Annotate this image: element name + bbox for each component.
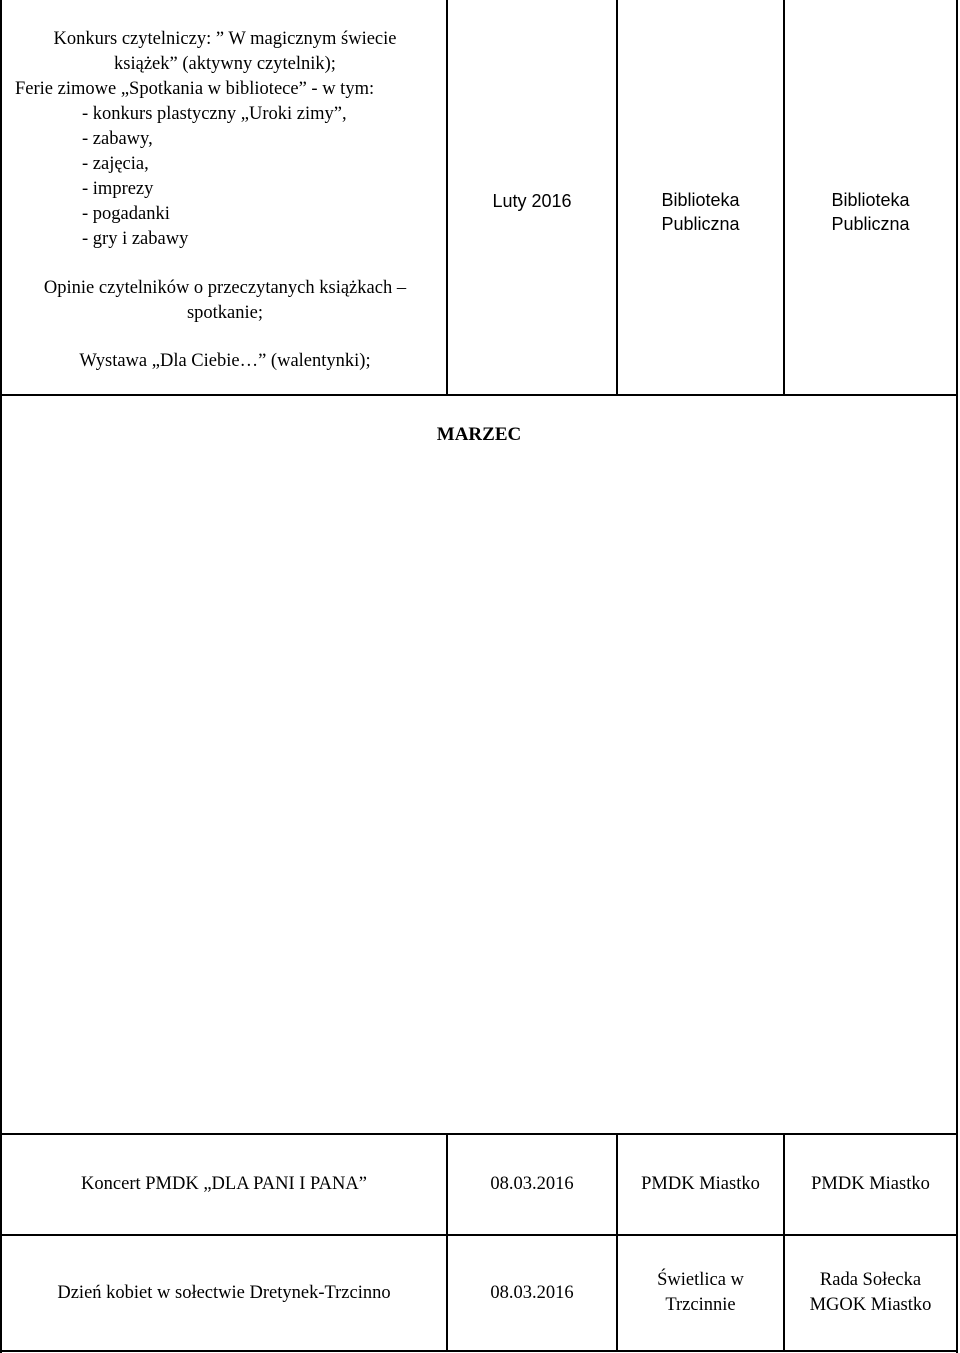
event-organizer <box>785 1135 956 1234</box>
place-line: Biblioteka <box>661 190 740 210</box>
date-text: 08.03.2016 <box>490 1174 574 1194</box>
event-place <box>618 1135 783 1234</box>
event-line: Ferie zimowe „Spotkania w bibliotece” - w tym: <box>15 79 375 99</box>
event-date <box>448 1236 616 1350</box>
event-line: - pogadanki <box>82 204 170 224</box>
organizer-line: MGOK Miastko <box>809 1295 932 1315</box>
organizer-text: PMDK Miastko <box>811 1174 930 1194</box>
event-line: Konkurs czytelniczy: ” W magicznym świecie <box>53 29 397 49</box>
event-text: Koncert PMDK „DLA PANI I PANA” <box>81 1174 367 1194</box>
event-line: Opinie czytelników o przeczytanych książkach – <box>43 278 407 298</box>
event-date <box>448 189 616 213</box>
place-line: Publiczna <box>661 214 740 234</box>
event-line: - zabawy, <box>82 129 153 149</box>
event-organizer <box>785 188 956 236</box>
month-header: MARZEC <box>436 424 522 445</box>
event-line: Wystawa „Dla Ciebie…” (walentynki); <box>79 351 371 371</box>
event-organizer <box>785 1236 956 1350</box>
grid-line <box>0 1350 958 1352</box>
event-place <box>618 188 783 236</box>
grid-line <box>0 394 958 396</box>
event-line: - gry i zabawy <box>82 229 189 249</box>
date-text: 08.03.2016 <box>490 1282 574 1303</box>
event-description-womens-day <box>2 1236 446 1350</box>
event-line: - imprezy <box>82 179 154 199</box>
event-line: książek” (aktywny czytelnik); <box>114 54 336 74</box>
event-text: Dzień kobiet w sołectwie Dretynek-Trzcinno <box>57 1282 391 1303</box>
event-place <box>618 1236 783 1350</box>
event-line: spotkanie; <box>186 303 264 323</box>
grid-line <box>956 0 958 1353</box>
place-line: Trzcinnie <box>665 1295 736 1315</box>
organizer-line: Biblioteka <box>831 190 910 210</box>
date-text: Luty 2016 <box>492 191 572 211</box>
organizer-line: Rada Sołecka <box>819 1270 922 1290</box>
event-line: - zajęcia, <box>82 154 149 174</box>
event-date <box>448 1135 616 1234</box>
event-description-concert <box>2 1135 446 1234</box>
organizer-line: Publiczna <box>831 214 910 234</box>
event-line: - konkurs plastyczny „Uroki zimy”, <box>82 104 347 124</box>
place-text: PMDK Miastko <box>641 1174 760 1194</box>
place-line: Świetlica w <box>657 1270 744 1290</box>
